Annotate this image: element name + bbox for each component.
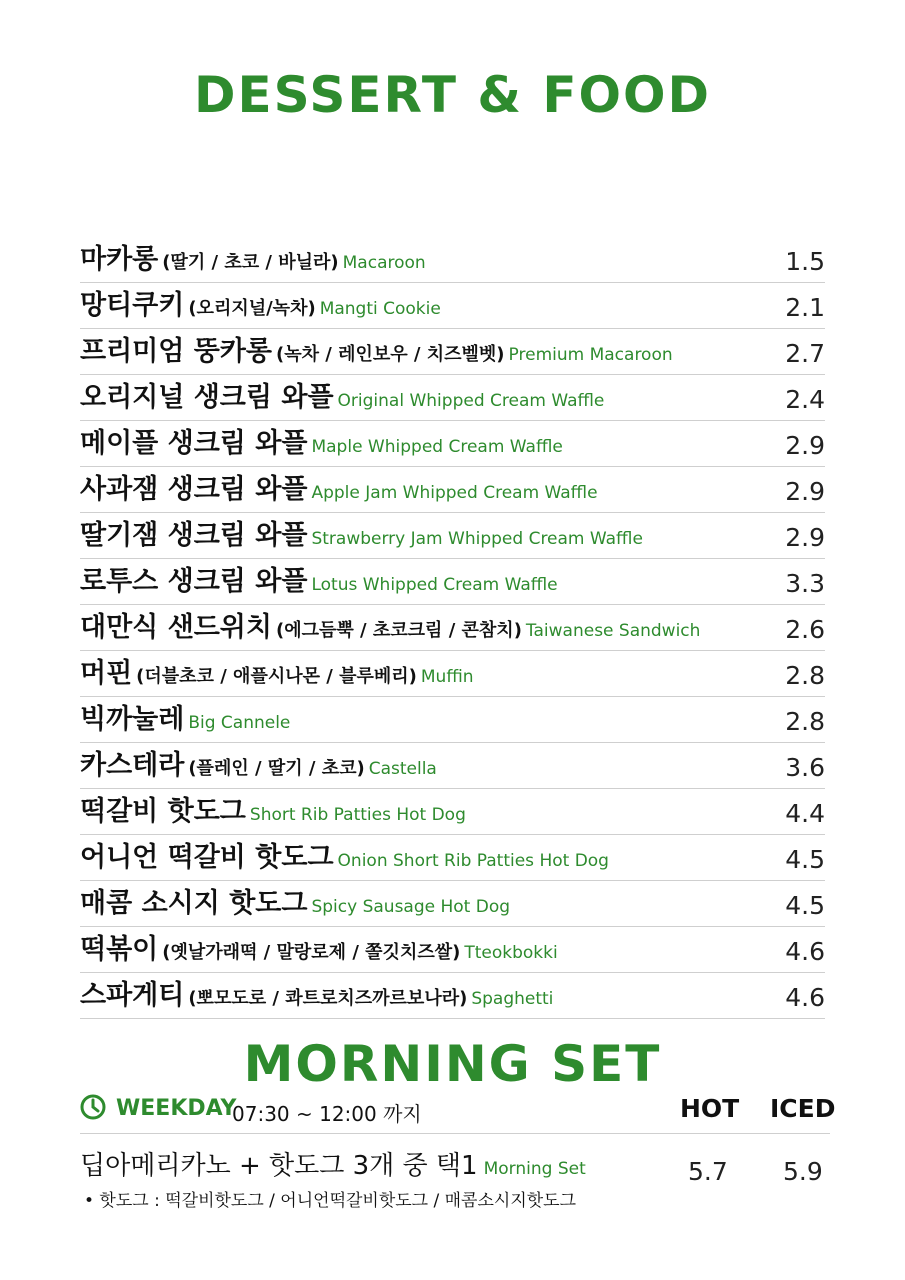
menu-item-label: [80, 789, 466, 828]
menu-item-price: 2.9: [785, 477, 825, 506]
menu-item: [80, 422, 825, 467]
menu-item: [80, 974, 825, 1019]
menu-item-price: 3.3: [785, 569, 825, 598]
menu-item-label: [80, 283, 441, 322]
morning-set-title: MORNING SET: [243, 1035, 662, 1093]
menu-item-name-en: Tteokbokki: [464, 943, 558, 963]
clock-icon: [80, 1094, 106, 1120]
menu-item-price: 2.4: [785, 385, 825, 414]
page-title: DESSERT & FOOD: [193, 66, 712, 124]
menu-item-price: 4.6: [785, 937, 825, 966]
menu-item-price: 4.4: [785, 799, 825, 828]
menu-item: [80, 744, 825, 789]
menu-item-price: 2.1: [785, 293, 825, 322]
menu-item: [80, 376, 825, 421]
menu-item-label: [80, 697, 290, 736]
menu-item-name-en: Onion Short Rib Patties Hot Dog: [337, 851, 609, 871]
weekday-row: [80, 1090, 836, 1134]
menu-item-name-en: Premium Macaroon: [508, 345, 673, 365]
morning-set-name-en: Morning Set: [483, 1159, 586, 1179]
menu-item-label: [80, 375, 604, 414]
menu-list: [80, 238, 825, 1020]
morning-set-name: [80, 1145, 586, 1182]
menu-item-label: [80, 651, 474, 690]
menu-item-options: (녹차 / 레인보우 / 치즈벨벳): [275, 344, 505, 365]
menu-item-name-en: Muffin: [420, 667, 474, 687]
menu-item-name-ko: 머핀: [80, 658, 133, 689]
menu-item: [80, 238, 825, 283]
weekday-time: 07:30 ~ 12:00 까지: [232, 1102, 422, 1126]
menu-item-name-ko: 떡갈비 핫도그: [80, 796, 246, 827]
menu-item-label: [80, 973, 553, 1012]
menu-item: [80, 330, 825, 375]
menu-item-label: [80, 835, 609, 874]
menu-item-options: (딸기 / 초코 / 바닐라): [162, 252, 339, 273]
menu-item-name-en: Castella: [368, 759, 437, 779]
menu-item-name-ko: 카스테라: [80, 750, 185, 781]
menu-item-name-en: Maple Whipped Cream Waffle: [311, 437, 563, 457]
menu-item-price: 2.8: [785, 707, 825, 736]
hot-column-header: HOT: [680, 1094, 740, 1123]
morning-set-note: • 핫도그 : 떡갈비핫도그 / 어니언떡갈비핫도그 / 매콤소시지핫도그: [84, 1191, 577, 1211]
menu-item-options: (오리지널/녹차): [188, 298, 316, 319]
menu-item-price: 2.9: [785, 431, 825, 460]
menu-item: [80, 698, 825, 743]
menu-item-name-en: Strawberry Jam Whipped Cream Waffle: [311, 529, 643, 549]
menu-item-label: [80, 559, 558, 598]
menu-item-name-en: Spaghetti: [471, 989, 554, 1009]
menu-item-label: [80, 743, 437, 782]
menu-item-name-ko: 마카롱: [80, 244, 159, 275]
menu-item-options: (에그듬뿍 / 초코크림 / 콘참치): [275, 620, 522, 641]
menu-item-price: 4.5: [785, 891, 825, 920]
menu-item-options: (더블초코 / 애플시나몬 / 블루베리): [136, 666, 417, 687]
menu-item-name-ko: 오리지널 생크림 와플: [80, 382, 334, 413]
menu-item-label: [80, 927, 558, 966]
menu-item: [80, 468, 825, 513]
menu-item-label: [80, 467, 598, 506]
weekday-label: WEEKDAY: [116, 1096, 237, 1121]
iced-column-header: ICED: [770, 1094, 836, 1123]
menu-item: [80, 790, 825, 835]
menu-item-name-ko: 빅까눌레: [80, 704, 185, 735]
menu-item: [80, 560, 825, 605]
menu-item-name-en: Apple Jam Whipped Cream Waffle: [311, 483, 598, 503]
menu-item-label: [80, 881, 510, 920]
menu-item-price: 2.6: [785, 615, 825, 644]
menu-item-price: 1.5: [785, 247, 825, 276]
menu-item-price: 4.6: [785, 983, 825, 1012]
menu-item-name-ko: 망티쿠키: [80, 290, 185, 321]
menu-item-name-ko: 떡볶이: [80, 934, 159, 965]
menu-item-label: [80, 605, 700, 644]
menu-item: [80, 606, 825, 651]
menu-item: [80, 928, 825, 973]
menu-item-name-ko: 대만식 샌드위치: [80, 612, 272, 643]
menu-item-name-ko: 매콤 소시지 핫도그: [80, 888, 308, 919]
menu-item: [80, 652, 825, 697]
menu-item-options: (플레인 / 딸기 / 초코): [188, 758, 365, 779]
menu-item-name-en: Taiwanese Sandwich: [525, 621, 701, 641]
menu-item-name-en: Spicy Sausage Hot Dog: [311, 897, 511, 917]
menu-item-name-en: Big Cannele: [188, 713, 291, 733]
menu-item: [80, 836, 825, 881]
menu-item-price: 2.7: [785, 339, 825, 368]
menu-item-name-ko: 사과잼 생크림 와플: [80, 474, 308, 505]
menu-item-price: 2.8: [785, 661, 825, 690]
menu-item-name-ko: 딸기잼 생크림 와플: [80, 520, 308, 551]
menu-item-label: [80, 329, 673, 368]
menu-item-options: (뽀모도로 / 콰트로치즈까르보나라): [188, 988, 468, 1009]
menu-item: [80, 284, 825, 329]
menu-item-price: 3.6: [785, 753, 825, 782]
menu-item-name-en: Short Rib Patties Hot Dog: [249, 805, 466, 825]
menu-item-name-ko: 어니언 떡갈비 핫도그: [80, 842, 334, 873]
menu-item-price: 2.9: [785, 523, 825, 552]
menu-item-name-en: Macaroon: [342, 253, 426, 273]
menu-item-label: [80, 421, 563, 460]
menu-item-price: 4.5: [785, 845, 825, 874]
menu-item-name-en: Mangti Cookie: [319, 299, 441, 319]
menu-item-name-en: Lotus Whipped Cream Waffle: [311, 575, 558, 595]
menu-item-label: [80, 513, 643, 552]
menu-item-options: (옛날가래떡 / 말랑로제 / 쫄깃치즈쌀): [162, 942, 461, 963]
menu-item-name-ko: 스파게티: [80, 980, 185, 1011]
menu-item-name-ko: 로투스 생크림 와플: [80, 566, 308, 597]
morning-set-iced-price: 5.9: [783, 1157, 823, 1186]
menu-item-name-ko: 메이플 생크림 와플: [80, 428, 308, 459]
menu-item-label: [80, 237, 426, 276]
menu-item: [80, 514, 825, 559]
morning-set-hot-price: 5.7: [688, 1157, 728, 1186]
menu-item: [80, 882, 825, 927]
menu-item-name-en: Original Whipped Cream Waffle: [337, 391, 605, 411]
morning-set-name-ko: 딥아메리카노 + 핫도그 3개 중 택1: [80, 1151, 478, 1181]
menu-item-name-ko: 프리미엄 뚱카롱: [80, 336, 272, 367]
